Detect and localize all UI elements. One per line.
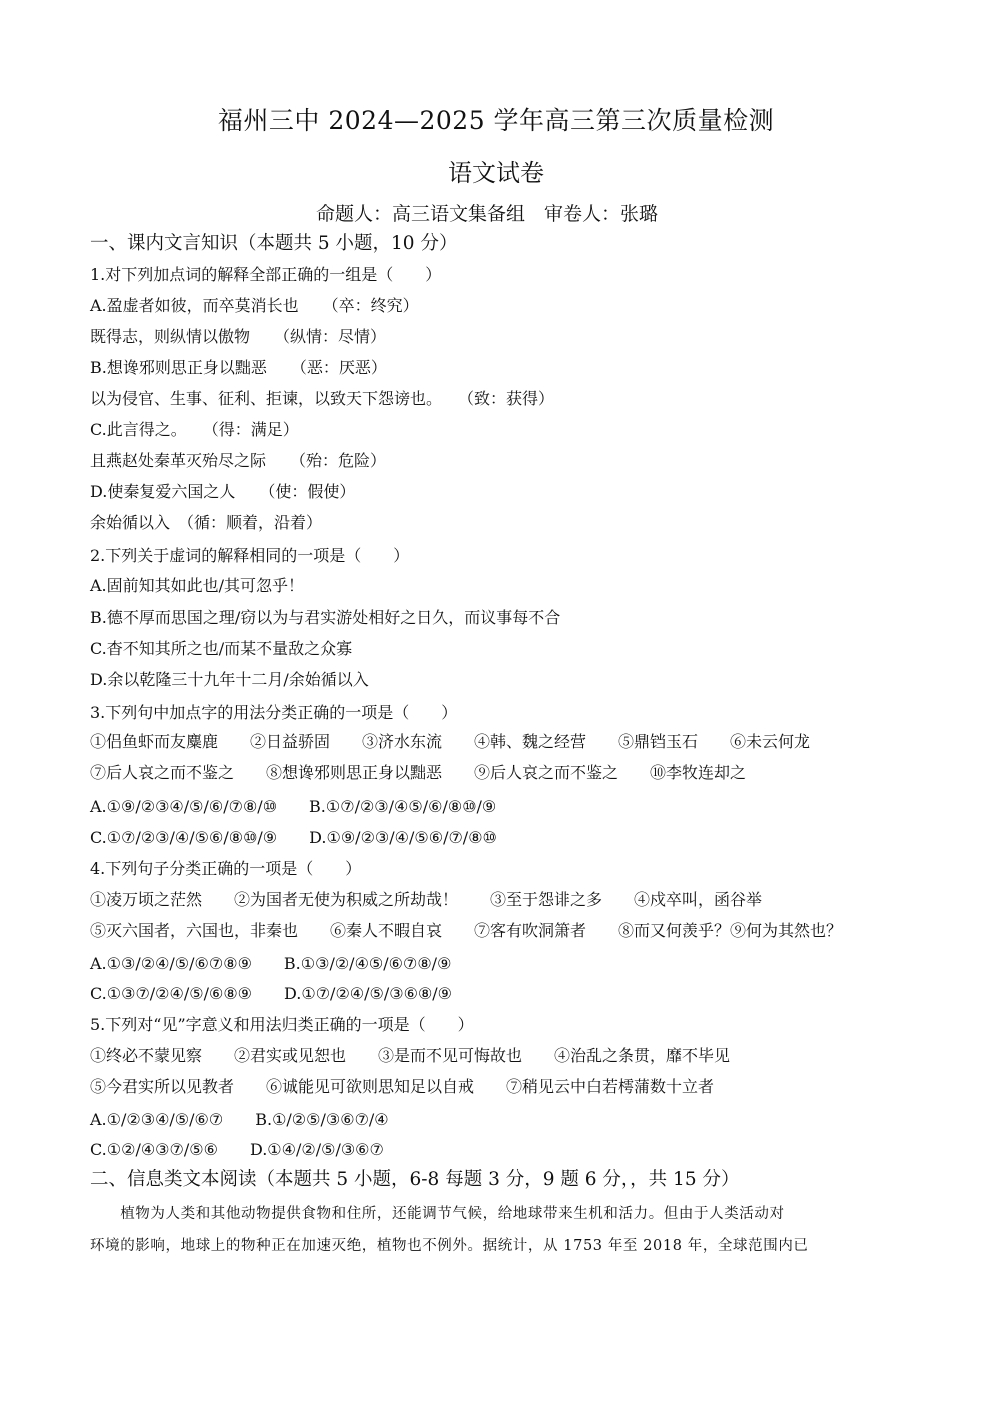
question-text: ⑦后人哀之而不鉴之 ⑧想谗邪则思正身以黜恶 ⑨后人哀之而不鉴之 ⑩李牧连却之 bbox=[90, 763, 747, 782]
question-text: ⑤今君实所以见教者 ⑥诚能见可欲则思知足以自戒 ⑦稍见云中白若樗蒲数十立者 bbox=[90, 1077, 715, 1096]
question-option: C.①②/④③⑦/⑤⑥ D.①④/②/⑤/③⑥⑦ bbox=[90, 1140, 384, 1159]
question-option: A.固前知其如此也/其可忽乎！ bbox=[90, 576, 305, 595]
question-option: 且燕赵处秦革灭殆尽之际 （殆：危险） bbox=[90, 451, 387, 470]
question-stem: 4.下列句子分类正确的一项是（ ） bbox=[90, 859, 362, 878]
question-stem: 5.下列对“见”字意义和用法归类正确的一项是（ ） bbox=[90, 1015, 474, 1034]
question-text: ①侣鱼虾而友麋鹿 ②日益骄固 ③济水东流 ④韩、魏之经营 ⑤鼎铛玉石 ⑥未云何龙 bbox=[90, 732, 811, 751]
question-option: A.盈虚者如彼，而卒莫消长也 （卒：终究） bbox=[90, 296, 419, 315]
question-option: C.此言得之。 （得：满足） bbox=[90, 420, 299, 439]
question-stem: 1.对下列加点词的解释全部正确的一组是（ ） bbox=[90, 265, 442, 284]
question-option: 余始循以入 （循：顺着，沿着） bbox=[90, 513, 323, 532]
question-option: C.杳不知其所之也/而某不量敌之众寡 bbox=[90, 639, 353, 658]
question-option: 既得志，则纵情以傲物 （纵情：尽情） bbox=[90, 327, 387, 346]
question-option: A.①③/②④/⑤/⑥⑦⑧⑨ B.①③/②/④⑤/⑥⑦⑧/⑨ bbox=[90, 954, 452, 973]
question-stem: 3.下列句中加点字的用法分类正确的一项是（ ） bbox=[90, 703, 458, 722]
exam-title: 福州三中 2024—2025 学年高三第三次质量检测 bbox=[217, 106, 775, 135]
question-option: D.余以乾隆三十九年十二月/余始循以入 bbox=[90, 670, 369, 689]
question-text: ①终必不蒙见察 ②君实或见恕也 ③是而不见可悔故也 ④治乱之条贯，靡不毕见 bbox=[90, 1046, 731, 1065]
section-heading: 一、课内文言知识（本题共 5 小题，10 分） bbox=[90, 233, 458, 254]
question-text: ①凌万顷之茫然 ②为国者无使为积威之所劫哉！ ③至于怨诽之多 ④戍卒叫，函谷举 bbox=[90, 890, 763, 909]
passage-text: 植物为人类和其他动物提供食物和住所，还能调节气候，给地球带来生机和活力。但由于人类活动对 bbox=[90, 1206, 785, 1222]
question-text: ⑤灭六国者，六国也，非秦也 ⑥秦人不暇自哀 ⑦客有吹洞箫者 ⑧而又何羡乎？⑨何为其然也？ bbox=[90, 921, 843, 940]
question-option: C.①③⑦/②④/⑤/⑥⑧⑨ D.①⑦/②④/⑤/③⑥⑧/⑨ bbox=[90, 984, 453, 1003]
exam-authors: 命题人：高三语文集备组 审卷人：张璐 bbox=[316, 203, 659, 225]
section-heading: 二、信息类文本阅读（本题共 5 小题，6-8 每题 3 分，9 题 6 分，，共 15 分） bbox=[90, 1169, 740, 1190]
question-option: C.①⑦/②③/④/⑤⑥/⑧⑩/⑨ D.①⑨/②③/④/⑤⑥/⑦/⑧⑩ bbox=[90, 828, 497, 847]
exam-subtitle: 语文试卷 bbox=[448, 159, 544, 187]
passage-text: 环境的影响，地球上的物种正在加速灭绝，植物也不例外。据统计，从 1753 年至 2018 年，全球范围内已 bbox=[90, 1238, 809, 1254]
question-option: B.德不厚而思国之理/窃以为与君实游处相好之日久，而议事每不合 bbox=[90, 608, 561, 627]
question-option: D.使秦复爱六国之人 （使：假使） bbox=[90, 482, 356, 501]
question-option: B.想谗邪则思正身以黜恶 （恶：厌恶） bbox=[90, 358, 387, 377]
question-option: A.①⑨/②③④/⑤/⑥/⑦⑧/⑩ B.①⑦/②③/④⑤/⑥/⑧⑩/⑨ bbox=[90, 797, 497, 816]
question-stem: 2.下列关于虚词的解释相同的一项是（ ） bbox=[90, 546, 410, 565]
question-option: A.①/②③④/⑤/⑥⑦ B.①/②⑤/③⑥⑦/④ bbox=[90, 1110, 389, 1129]
question-option: 以为侵官、生事、征利、拒谏，以致天下怨谤也。 （致：获得） bbox=[90, 389, 555, 408]
